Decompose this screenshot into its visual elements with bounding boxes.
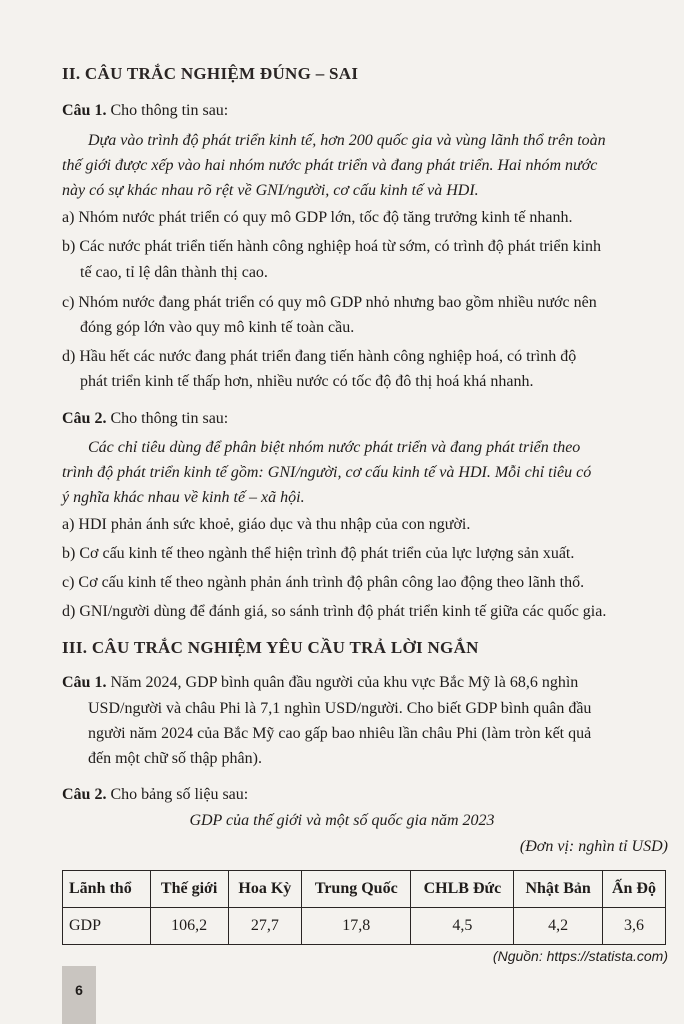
q2-1-heading [62, 100, 228, 122]
table-header-cell: Trung Quốc [302, 871, 411, 908]
table-cell: GDP [63, 908, 151, 945]
statement-b: b) Các nước phát triển tiến hành công nghiệp hoá từ sớm, có trình độ phát triển kinh [62, 238, 602, 255]
table-cell: 4,5 [411, 908, 514, 945]
table-header-row [63, 871, 666, 908]
table-header-cell: Lãnh thổ [63, 871, 151, 908]
table-cell: 3,6 [602, 908, 665, 945]
q3-2-heading [62, 784, 248, 806]
q2-2-heading [62, 408, 228, 430]
q-text: Năm 2024, GDP bình quân đầu người của khu vực Bắc Mỹ là 68,6 nghìn [110, 674, 579, 691]
q-label: Câu 2. [62, 410, 107, 427]
table-cell: 106,2 [150, 908, 228, 945]
table-caption: GDP của thế giới và một số quốc gia năm 2023 [189, 812, 495, 829]
statement-d-cont: phát triển kinh tế thấp hơn, nhiều nước có tốc độ đô thị hoá khá nhanh. [80, 373, 534, 390]
statement-a: a) HDI phản ánh sức khoẻ, giáo dục và thu nhập của con người. [62, 516, 471, 533]
table-header-cell: Ấn Độ [602, 871, 665, 908]
table-header-cell: Nhật Bản [514, 871, 602, 908]
table-row [63, 908, 666, 945]
passage-line: ý nghĩa khác nhau về kinh tế – xã hội. [62, 489, 305, 506]
q-intro: Cho thông tin sau: [110, 410, 229, 427]
passage-line: thế giới được xếp vào hai nhóm nước phát triển và đang phát triển. Hai nhóm nước [62, 157, 598, 174]
passage-line: Các chỉ tiêu dùng để phân biệt nhóm nước phát triển và đang phát triển theo [88, 439, 581, 456]
statement-d: d) GNI/người dùng để đánh giá, so sánh trình độ phát triển kinh tế giữa các quốc gia. [62, 603, 607, 620]
table-unit: (Đơn vị: nghìn tỉ USD) [519, 838, 668, 855]
q-label: Câu 1. [62, 102, 107, 119]
q-label: Câu 2. [62, 786, 107, 803]
passage-line: này có sự khác nhau rõ rệt về GNI/người, cơ cấu kinh tế và HDI. [62, 182, 479, 199]
table-cell: 17,8 [302, 908, 411, 945]
statement-a: a) Nhóm nước phát triển có quy mô GDP lớn, tốc độ tăng trưởng kinh tế nhanh. [62, 209, 573, 226]
q-intro: Cho thông tin sau: [110, 102, 229, 119]
q3-1-line2: USD/người và châu Phi là 7,1 nghìn USD/người. Cho biết GDP bình quân đầu [88, 700, 592, 717]
statement-c-cont: đóng góp lớn vào quy mô kinh tế toàn cầu. [80, 319, 355, 336]
section-2-title: II. CÂU TRẮC NGHIỆM ĐÚNG – SAI [62, 64, 359, 83]
q3-1-line1 [62, 672, 578, 694]
q-intro: Cho bảng số liệu sau: [110, 786, 249, 803]
page-number: 6 [62, 966, 96, 1024]
table-cell: 27,7 [228, 908, 302, 945]
passage-line: Dựa vào trình độ phát triển kinh tế, hơn 200 quốc gia và vùng lãnh thổ trên toàn [88, 132, 606, 149]
q-label: Câu 1. [62, 674, 107, 691]
statement-c: c) Nhóm nước đang phát triển có quy mô GDP nhỏ nhưng bao gồm nhiều nước nên [62, 294, 597, 311]
statement-b-cont: tế cao, tỉ lệ dân thành thị cao. [80, 264, 268, 281]
table-header-cell: CHLB Đức [411, 871, 514, 908]
table-header-cell: Hoa Kỳ [228, 871, 302, 908]
table-cell: 4,2 [514, 908, 602, 945]
statement-d: d) Hầu hết các nước đang phát triển đang tiến hành công nghiệp hoá, có trình độ [62, 348, 577, 365]
passage-line: trình độ phát triển kinh tế gồm: GNI/người, cơ cấu kinh tế và HDI. Mỗi chỉ tiêu có [62, 464, 592, 481]
q3-1-line3: người năm 2024 của Bắc Mỹ cao gấp bao nhiêu lần châu Phi (làm tròn kết quả [88, 725, 592, 742]
q3-1-line4: đến một chữ số thập phân). [88, 750, 262, 767]
table-source: (Nguồn: https://statista.com) [492, 948, 668, 964]
section-3-title: III. CÂU TRẮC NGHIỆM YÊU CẦU TRẢ LỜI NGẮN [62, 638, 479, 657]
table-header-cell: Thế giới [150, 871, 228, 908]
statement-c: c) Cơ cấu kinh tế theo ngành phản ánh trình độ phân công lao động theo lãnh thổ. [62, 574, 585, 591]
gdp-table [62, 870, 666, 945]
statement-b: b) Cơ cấu kinh tế theo ngành thể hiện trình độ phát triển của lực lượng sản xuất. [62, 545, 575, 562]
